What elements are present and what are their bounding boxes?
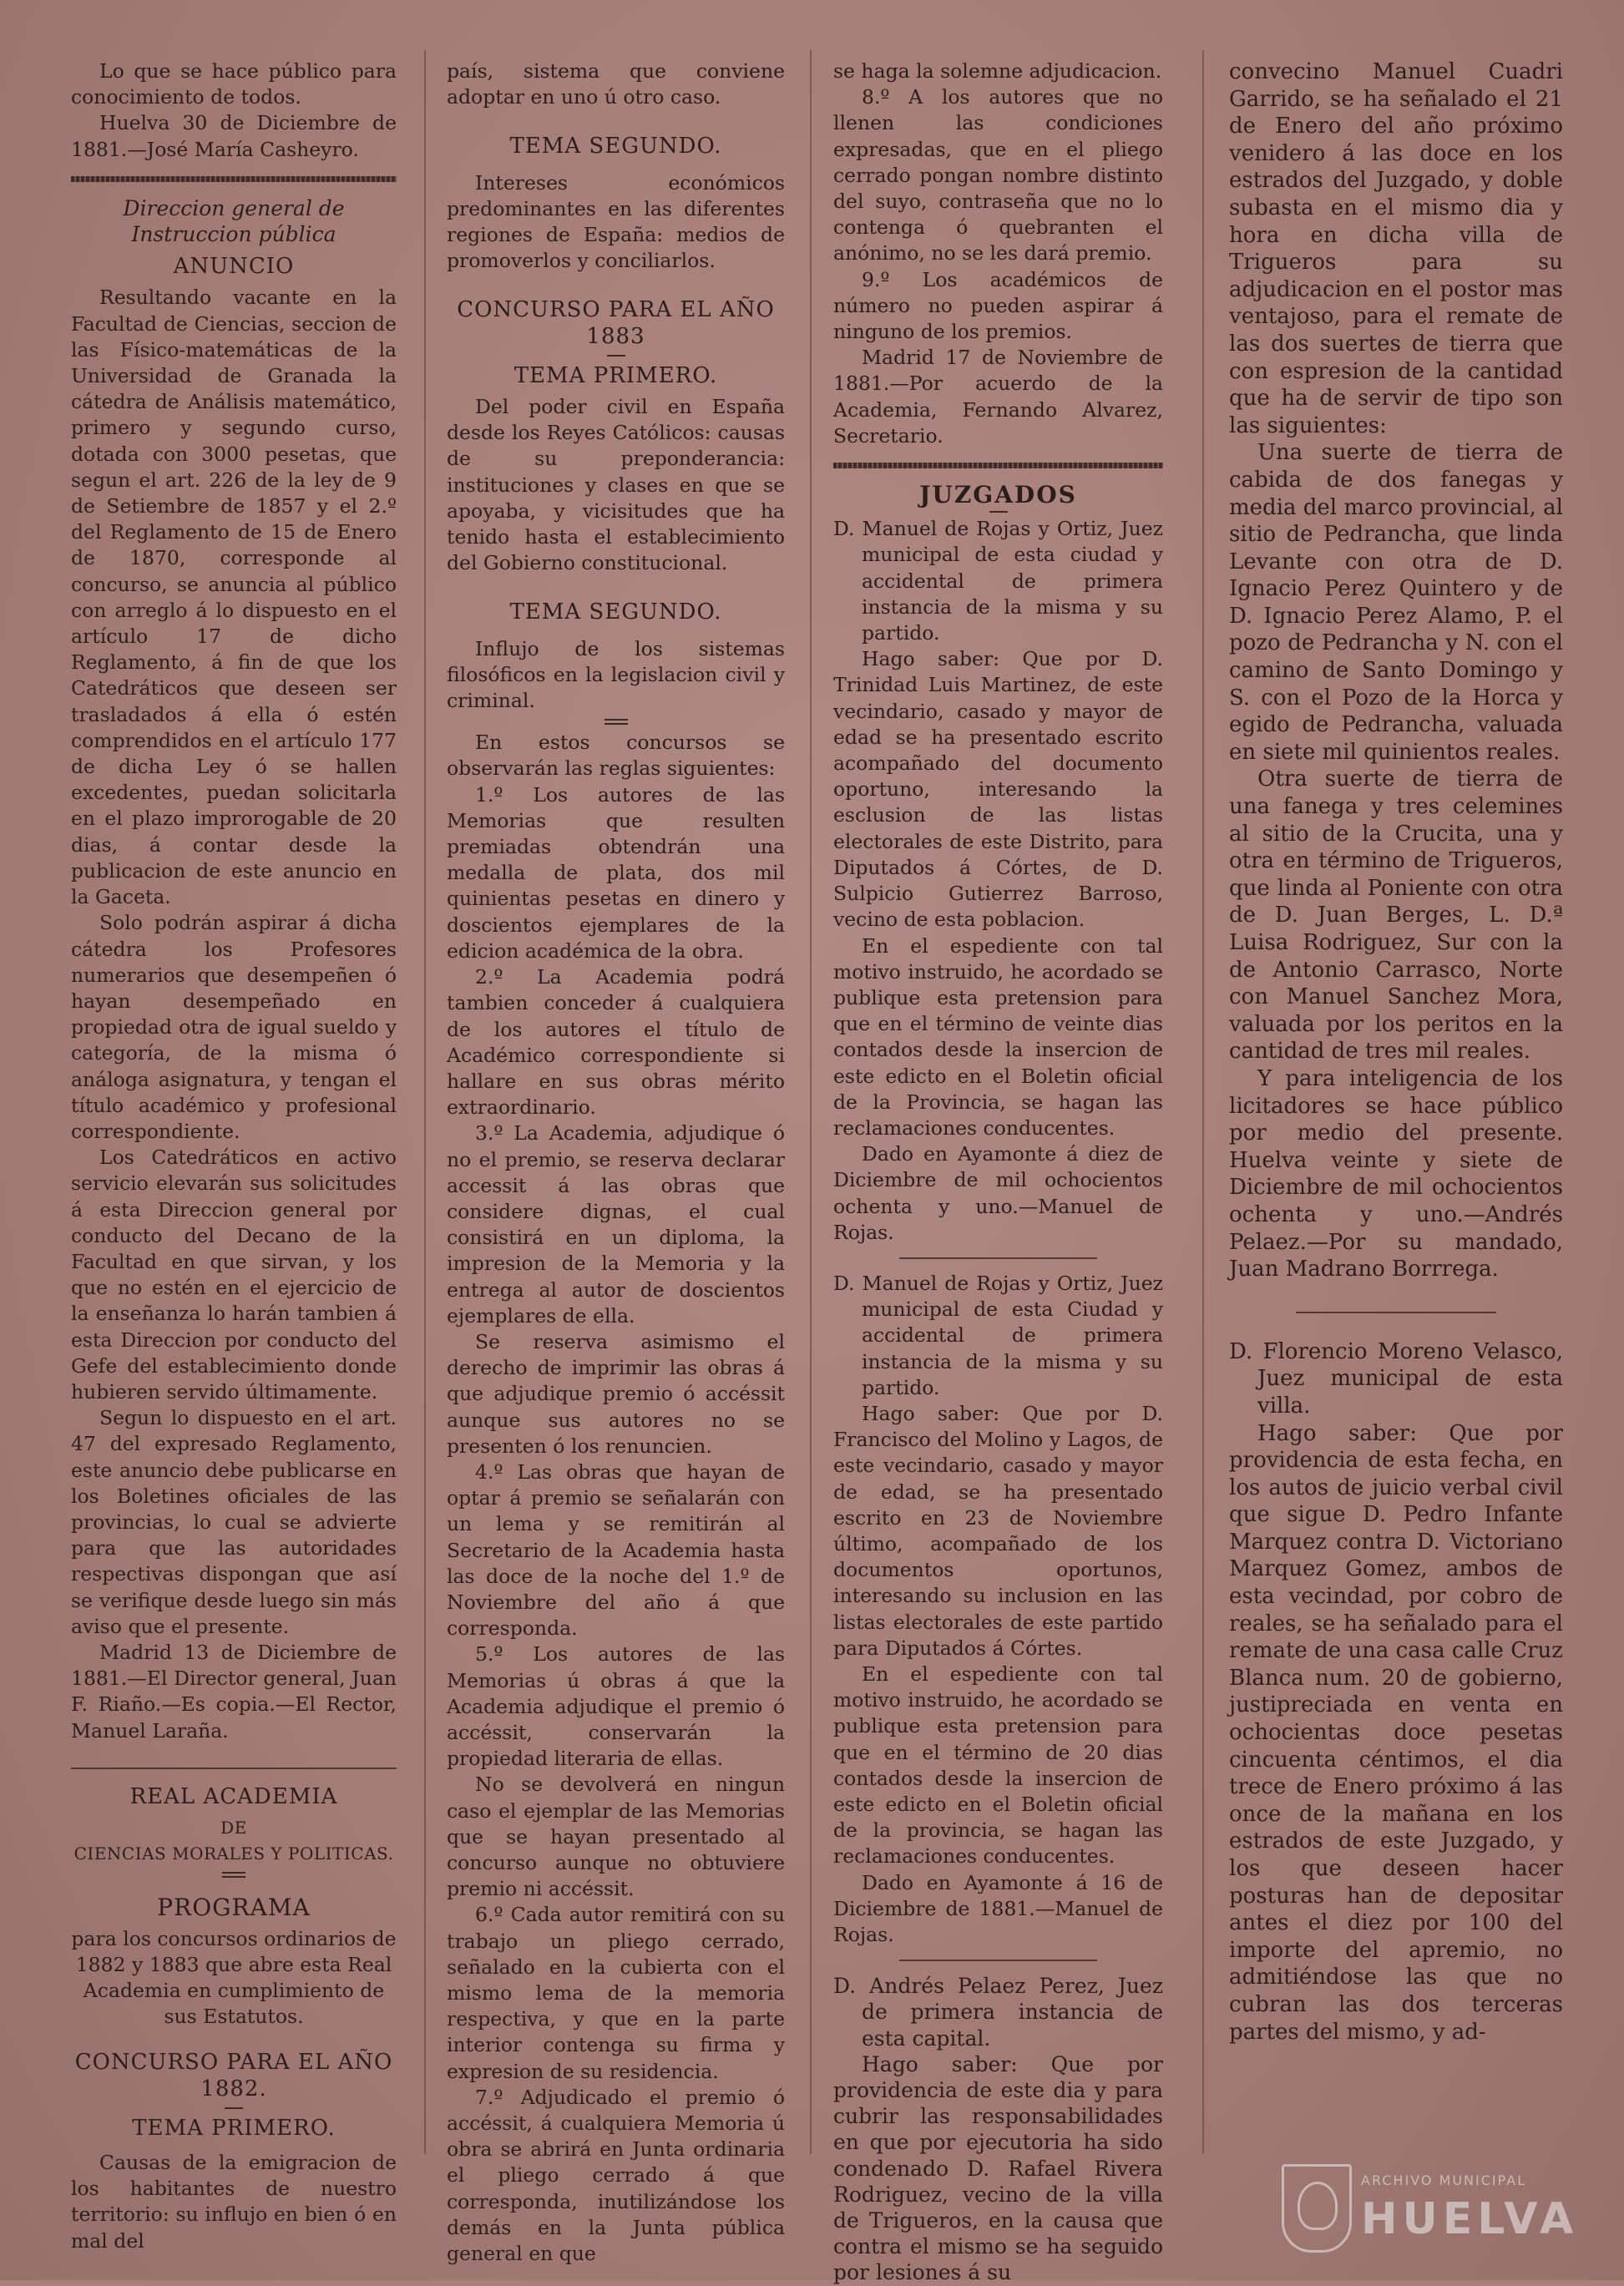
paragraph: se haga la solemne adjudicacion. <box>833 59 1162 83</box>
paragraph: Lo que se hace público para conocimiento de todos. <box>71 59 397 109</box>
paragraph: Resultando vacante en la Facultad de Ciencias, seccion de las Físico-matemáticas de la Universidad de Granada la cátedra de Análisis matemático, primero y segundo curso, dotada con 3000 pesetas, que segun el art. 226 de la ley de 9 de Setiembre de 1857 y el 2.º del Reglamento de 15 de Enero de 1870, corresponde al concurso, se anuncia al público con arreglo á lo dispuesto en el artículo 17 de dicho Reglamento, á fin de que los Catedráticos que deseen ser trasladados á ella ó estén comprendidos en el artículo 177 de dicha Ley ó se hallen excedentes, puedan solicitarla en el plazo improrogable de 20 dias, á contar desde la publicacion de este anuncio en la Gaceta. <box>71 286 397 909</box>
paragraph: Influjo de los sistemas filosóficos en la legislacion civil y criminal. <box>447 636 785 713</box>
section-title: Direccion general de Instruccion pública <box>123 195 345 247</box>
tema-heading: TEMA PRIMERO. <box>514 362 718 388</box>
paragraph: Hago saber: Que por providencia de esta fecha, en los autos de juicio verbal civil que sigue D. Pedro Infante Marquez contra D. Victoriano Marquez Gomez, ambos de esta vecindad, por cobro de reales, se ha señalado para el remate de una casa calle Cruz Blanca num. 20 de gobierno, justipreciada en venta en ochocientas doce pesetas cincuenta céntimos, el dia trece de Enero próximo á las once de la mañana en los estrados de este Juzgado, y los que deseen hacer posturas han de depositar antes el diez por 100 del importe del apremio, no admitiéndose las que no cubran las dos terceras partes del mismo, y ad- <box>1229 1420 1563 2045</box>
academy-title: REAL ACADEMIA <box>129 1783 338 1809</box>
academy-subtitle: CIENCIAS MORALES Y POLITICAS. <box>73 1843 394 1864</box>
dash <box>225 2107 243 2109</box>
academy-de: DE <box>220 1818 247 1838</box>
coat-of-arms-icon <box>1282 2164 1352 2253</box>
paragraph: Una suerte de tierra de cabida de dos fanegas y media del marco provincial, al sitio de Pedrancha, que linda Levante con otra de D. Ignacio Perez Quintero y de D. Ignacio Perez Alamo, P. el pozo de Pedrancha y N. con el camino de Santo Domingo y S. con el Pozo de la Horca y egido de Pedrancha, valuada en siete mil quinientos reales. <box>1229 440 1563 765</box>
rule-5: 5.º Los autores de las Memorias ú obras á que la Academia adjudique el premio ó accéssit, conservarán la propiedad literaria de ellas. <box>447 1642 785 1771</box>
section-heading: ANUNCIO <box>173 254 295 280</box>
paragraph: No se devolverá en ningun caso el ejemplar de las Memorias que se hayan presentado al concurso aunque no obtuviere premio ni accéssit. <box>447 1773 785 1901</box>
separator <box>1296 1312 1496 1313</box>
judge-heading: D. Manuel de Rojas y Ortiz, Juez municipal de esta Ciudad y accidental de primera instancia de la misma y su partido. <box>833 1271 1163 1399</box>
paragraph: Hago saber: Que por D. Trinidad Luis Martinez, de este vecindario, casado y mayor de edad se ha presentado escrito acompañado del documento oportuno, interesando la esclusion de las listas electorales de este Distrito, para Diputados á Córtes, de D. Sulpicio Gutierrez Barroso, vecino de esta poblacion. <box>833 647 1163 932</box>
paragraph: Se reserva asimismo el derecho de imprimir las obras á que adjudique premio ó accéssit aunque sus autores no se presenten ó los renuncien. <box>447 1329 785 1458</box>
judge-heading: D. Manuel de Rojas y Ortiz, Juez municipal de esta ciudad y accidental de primera instancia de la misma y su partido. <box>833 517 1163 645</box>
rule-2: 2.º La Academia podrá tambien conceder á cualquiera de los autores el título de Académico correspondiente si hallare en sus obras mérito extraordinario. <box>447 965 785 1120</box>
column-1 <box>71 58 397 2254</box>
separator <box>899 1960 1097 1961</box>
section-separator <box>833 463 1163 468</box>
paragraph: país, sistema que conviene adoptar en uno ú otro caso. <box>447 59 785 109</box>
double-dash <box>605 719 628 725</box>
watermark-top: ARCHIVO MUNICIPAL <box>1361 2172 1527 2188</box>
paragraph: convecino Manuel Cuadri Garrido, se ha señalado el 21 de Enero del año próximo venidero á las doce en los estrados del Juzgado, y doble subasta en el mismo dia y hora en dicha villa de Trigueros para su adjudicacion en el postor mas ventajoso, para el remate de las dos suertes de tierra que con espresion de la cantidad que ha de servir de tipo son las siguientes: <box>1229 59 1563 438</box>
column-3 <box>833 58 1163 2286</box>
paragraph: Segun lo dispuesto en el art. 47 del expresado Reglamento, este anuncio debe publicarse en los Boletines oficiales de las provincias, lo cual se advierte para que las autoridades respectivas dispongan que así se verifique desde luego sin más aviso que el presente. <box>71 1406 397 1638</box>
tema-heading: TEMA SEGUNDO. <box>509 599 722 625</box>
section-heading: JUZGADOS <box>919 481 1077 509</box>
paragraph: En el espediente con tal motivo instruido, he acordado se publique esta pretension para que en el término de 20 dias contados desde la insercion de este edicto en el Boletin oficial de la provincia, se hagan las reclamaciones conducentes. <box>833 1661 1163 1869</box>
column-2 <box>447 58 785 2267</box>
rule-3: 3.º La Academia, adjudique ó no el premio, se reserva declarar accessit á las obras que considere dignas, el cual consistirá en un diploma, la impresion de la Memoria y la entrega al autor de doscientos ejemplares de ella. <box>447 1121 785 1328</box>
column-4 <box>1229 58 1563 2046</box>
watermark-name: HUELVA <box>1361 2194 1579 2244</box>
paragraph: Del poder civil en España desde los Reyes Católicos: causas de su preponderancia: instituciones y clases en que se apoyaba, y vicisitudes que ha tenido hasta el establecimiento del Gobierno constitucional. <box>447 395 785 575</box>
judge-heading: D. Florencio Moreno Velasco, Juez municipal de esta villa. <box>1229 1338 1563 1419</box>
paragraph: En estos concursos se observarán las reglas siguientes: <box>447 731 785 781</box>
dash <box>607 355 625 357</box>
paragraph: Solo podrán aspirar á dicha cátedra los Profesores numerarios que desempeñen ó hayan desempeñado en propiedad otra de igual sueldo y categoría, de la misma ó análoga asignatura, y tengan el título académico y profesional correspondiente. <box>71 911 397 1143</box>
paragraph: Causas de la emigracion de los habitantes de nuestro territorio: su influjo en bien ó en mal del <box>71 2151 397 2253</box>
double-dash <box>222 1872 245 1878</box>
programa-text: para los concursos ordinarios de 1882 y 1883 que abre esta Real Academia en cumplimiento de sus Estatutos. <box>71 1926 397 2029</box>
paragraph: Hago saber: Que por D. Francisco del Molino y Lagos, de este vecindario, casado y mayor de edad, se ha presentado escrito en 23 de Noviembre último, acompañado de los documentos oportunos, interesando su inclusion en las listas electorales de este partido para Diputados á Córtes. <box>833 1401 1163 1660</box>
tema-heading: TEMA PRIMERO. <box>132 2115 336 2141</box>
paragraph: En el espediente con tal motivo instruido, he acordado se publique esta pretension para que en el término de veinte dias contados desde la insercion de este edicto en el Boletin oficial de la Provincia, se hagan las reclamaciones conducentes. <box>833 933 1163 1140</box>
signature-line: Dado en Ayamonte á 16 de Diciembre de 1881.—Manuel de Rojas. <box>833 1870 1163 1947</box>
rule-4: 4.º Las obras que hayan de optar á premio se señalarán con un lema y se remitirán al Secretario de la Academia hasta las doce de la noche del 1.º de Noviembre del año á que corresponda. <box>447 1459 785 1641</box>
rule-1: 1.º Los autores de las Memorias que resulten premiadas obtendrán una medalla de plata, dos mil quinientas pesetas en dinero y doscientos ejemplares de la edicion académica de la obra. <box>447 782 785 963</box>
archive-watermark <box>1282 2162 1582 2254</box>
concurso-heading: CONCURSO PARA EL AÑO 1883 <box>457 297 775 349</box>
signature-line: Dado en Ayamonte á diez de Diciembre de mil ochocientos ochenta y uno.—Manuel de Rojas. <box>833 1142 1163 1244</box>
signature-line: Madrid 13 de Diciembre de 1881.—El Director general, Juan F. Riaño.—Es copia.—El Rector, Manuel Laraña. <box>71 1640 397 1742</box>
tema-heading: TEMA SEGUNDO. <box>509 134 722 159</box>
separator <box>899 1257 1097 1259</box>
section-separator <box>71 1768 397 1769</box>
rule-7: 7.º Adjudicado el premio ó accéssit, á cualquiera Memoria ú obra se abrirá en Junta ordinaria el pliego cerrado á que corresponda, inutilizándose los demás en la Junta pública general en que <box>447 2085 785 2266</box>
column-divider <box>1202 50 1204 2154</box>
programa-heading: PROGRAMA <box>157 1894 311 1922</box>
paragraph: Otra suerte de tierra de una fanega y tres celemines al sitio de la Crucita, una y otra en término de Trigueros, que linda al Poniente con otra de D. Juan Berges, L. D.ª Luisa Rodriguez, Sur con la de Antonio Carrasco, Norte con Manuel Sanchez Mora, valuada por los peritos en la cantidad de tres mil reales. <box>1229 766 1563 1065</box>
judge-heading: D. Andrés Pelaez Perez, Juez de primera instancia de esta capital. <box>833 1974 1163 2051</box>
dash <box>989 511 1008 513</box>
signature-line: Huelva 30 de Diciembre de 1881.—José María Casheyro. <box>71 111 397 161</box>
column-divider <box>810 50 812 2154</box>
signature-line: Madrid 17 de Noviembre de 1881.—Por acuerdo de la Academia, Fernando Alvarez, Secretario. <box>833 346 1163 448</box>
rule-8: 8.º A los autores que no llenen las condiciones expresadas, que en el pliego cerrado pongan nombre distinto del suyo, contraseña que no lo contenga ó quebranten el anónimo, no se les dará premio. <box>833 85 1163 266</box>
rule-6: 6.º Cada autor remitirá con su trabajo un pliego cerrado, señalado en la cubierta con el mismo lema de la memoria respectiva, y que en la parte interior contenga su firma y expresion de su residencia. <box>447 1903 785 2083</box>
paragraph: Y para inteligencia de los licitadores se hace público por medio del presente. Huelva veinte y siete de Diciembre de mil ochocientos ochenta y uno.—Andrés Pelaez.—Por su mandado, Juan Madrano Borrrega. <box>1229 1065 1563 1282</box>
section-separator <box>71 176 397 182</box>
paragraph: Hago saber: Que por providencia de este dia y para cubrir las responsabilidades en que por ejecutoria ha sido condenado D. Rafael Rivera Rodriguez, vecino de la villa de Trigueros, en la causa que contra el mismo se ha seguido por lesiones á su <box>833 2051 1163 2285</box>
rule-9: 9.º Los académicos de número no pueden aspirar á ninguno de los premios. <box>833 267 1163 344</box>
column-divider <box>424 50 426 2154</box>
concurso-heading: CONCURSO PARA EL AÑO 1882. <box>74 2050 393 2101</box>
paragraph: Los Catedráticos en activo servicio elevarán sus solicitudes á esta Direccion general por conducto del Decano de la Facultad en que sirvan, y los que no estén en el ejercicio de la enseñanza lo harán tambien á esta Direccion por conducto del Gefe del establecimiento donde hubieren servido últimamente. <box>71 1146 397 1403</box>
paragraph: Intereses económicos predominantes en las diferentes regiones de España: medios de promoverlos y conciliarlos. <box>447 170 785 273</box>
